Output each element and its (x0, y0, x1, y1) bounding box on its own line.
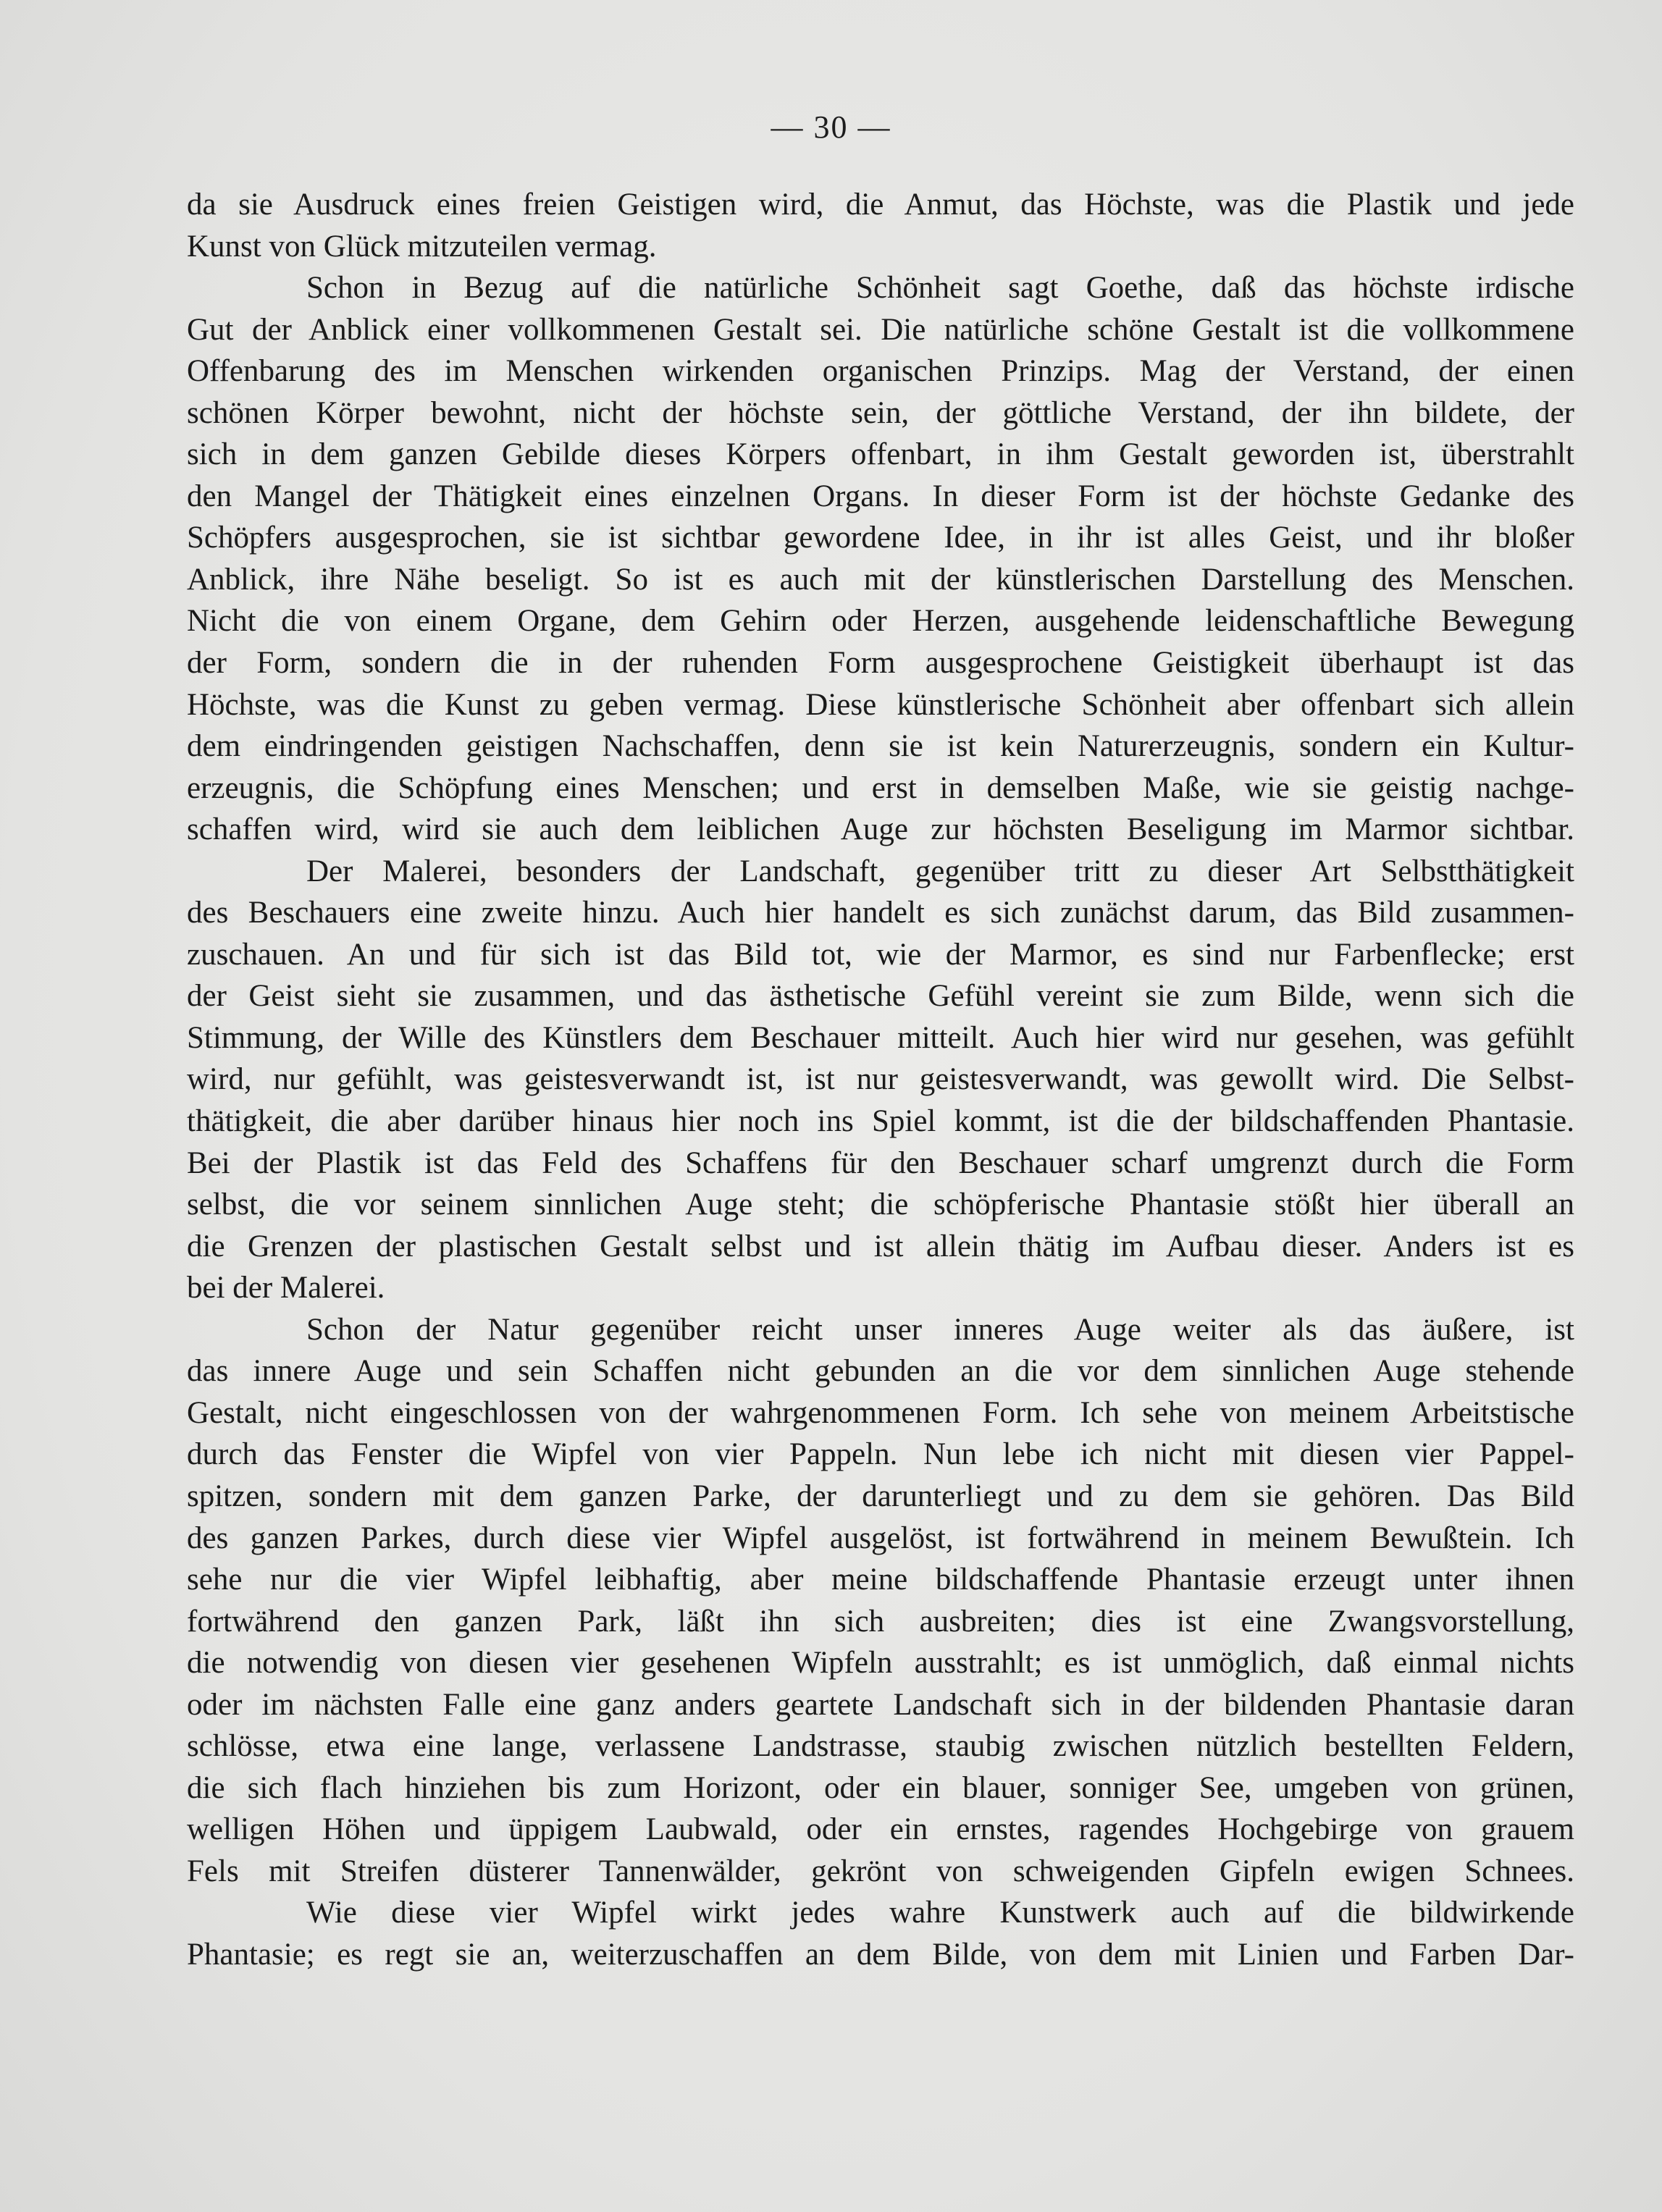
text-line: das innere Auge und sein Schaffen nicht gebunden an die vor dem sinnlichen Auge stehende (187, 1354, 1574, 1389)
text-line: die Grenzen der plastischen Gestalt selbst und ist allein thätig im Aufbau dieser. Anders ist es (187, 1229, 1574, 1263)
text-line: Der Malerei, besonders der Landschaft, gegenüber tritt zu dieser Art Selbstthätigkeit (306, 854, 1574, 888)
text-line: Nicht die von einem Organe, dem Gehirn oder Herzen, ausgehende leidenschaftliche Bewegung (187, 604, 1574, 639)
text-line: Offenbarung des im Menschen wirkenden organischen Prinzips. Mag der Verstand, der einen (187, 354, 1574, 389)
text-line: zuschauen. An und für sich ist das Bild tot, wie der Marmor, es sind nur Farbenflecke; erst (187, 937, 1574, 972)
text-line: des Beschauers eine zweite hinzu. Auch hier handelt es sich zunächst darum, das Bild zusammen- (187, 896, 1574, 930)
text-line: welligen Höhen und üppigem Laubwald, oder ein ernstes, ragendes Hochgebirge von grauem (187, 1812, 1574, 1847)
text-line: der Geist sieht sie zusammen, und das ästhetische Gefühl vereint sie zum Bilde, wenn sich die (187, 979, 1574, 1014)
text-line: Schon der Natur gegenüber reicht unser inneres Auge weiter als das äußere, ist (306, 1312, 1574, 1347)
page-number: — 30 — (771, 109, 891, 145)
text-line: Fels mit Streifen düsterer Tannenwälder, gekrönt von schweigenden Gipfeln ewigen Schnees. (187, 1854, 1574, 1888)
text-line: des ganzen Parkes, durch diese vier Wipfel ausgelöst, ist fortwährend in meinem Bewußtein. Ich (187, 1521, 1574, 1555)
text-line: durch das Fenster die Wipfel von vier Pappeln. Nun lebe ich nicht mit diesen vier Pappel- (187, 1437, 1574, 1472)
text-line: erzeugnis, die Schöpfung eines Menschen; und erst in demselben Maße, wie sie geistig nachge- (187, 770, 1574, 805)
text-line: Anblick, ihre Nähe beseligt. So ist es auch mit der künstlerischen Darstellung des Menschen. (187, 562, 1574, 597)
text-line: bei der Malerei. (187, 1271, 385, 1305)
body-text (187, 184, 1574, 1976)
text-line: da sie Ausdruck eines freien Geistigen wird, die Anmut, das Höchste, was die Plastik und jede (187, 188, 1574, 222)
text-line: thätigkeit, die aber darüber hinaus hier noch ins Spiel kommt, ist die der bildschaffenden Phantasie. (187, 1104, 1574, 1139)
text-line: oder im nächsten Falle eine ganz anders geartete Landschaft sich in der bildenden Phantasie daran (187, 1687, 1574, 1722)
text-line: sehe nur die vier Wipfel leibhaftig, aber meine bildschaffende Phantasie erzeugt unter ihnen (187, 1563, 1574, 1597)
text-line: Höchste, was die Kunst zu geben vermag. Diese künstlerische Schönheit aber offenbart sich allein (187, 687, 1574, 722)
text-line: schönen Körper bewohnt, nicht der höchste sein, der göttliche Verstand, der ihn bildete, der (187, 395, 1574, 430)
text-line: Kunst von Glück mitzuteilen vermag. (187, 229, 657, 264)
text-line: sich in dem ganzen Gebilde dieses Körpers offenbart, in ihm Gestalt geworden ist, überstrahlt (187, 437, 1574, 472)
text-line: Schöpfers ausgesprochen, sie ist sichtbar gewordene Idee, in ihr ist alles Geist, und ihr bloßer (187, 521, 1574, 555)
text-line: Bei der Plastik ist das Feld des Schaffens für den Beschauer scharf umgrenzt durch die Form (187, 1145, 1574, 1180)
text-line: Gestalt, nicht eingeschlossen von der wahrgenommenen Form. Ich sehe von meinem Arbeitstische (187, 1395, 1574, 1430)
text-line: Schon in Bezug auf die natürliche Schönheit sagt Goethe, daß das höchste irdische (306, 271, 1574, 306)
text-line: Stimmung, der Wille des Künstlers dem Beschauer mitteilt. Auch hier wird nur gesehen, was gefühlt (187, 1020, 1574, 1055)
text-line: fortwährend den ganzen Park, läßt ihn sich ausbreiten; dies ist eine Zwangsvorstellung, (187, 1604, 1574, 1639)
text-line: Phantasie; es regt sie an, weiterzuschaffen an dem Bilde, von dem mit Linien und Farben Dar- (187, 1937, 1574, 1972)
text-line: selbst, die vor seinem sinnlichen Auge steht; die schöpferische Phantasie stößt hier überall an (187, 1187, 1574, 1222)
text-line: der Form, sondern die in der ruhenden Form ausgesprochene Geistigkeit überhaupt ist das (187, 646, 1574, 681)
text-line: dem eindringenden geistigen Nachschaffen, denn sie ist kein Naturerzeugnis, sondern ein Kultur- (187, 729, 1574, 764)
text-line: die notwendig von diesen vier gesehenen Wipfeln ausstrahlt; es ist unmöglich, daß einmal nichts (187, 1646, 1574, 1681)
text-line: den Mangel der Thätigkeit eines einzelnen Organs. In dieser Form ist der höchste Gedanke des (187, 479, 1574, 513)
text-line: wird, nur gefühlt, was geistesverwandt ist, ist nur geistesverwandt, was gewollt wird. Die Selbst- (187, 1062, 1574, 1097)
text-line: die sich flach hinziehen bis zum Horizont, oder ein blauer, sonniger See, umgeben von grünen, (187, 1770, 1574, 1805)
text-line: schlösse, etwa eine lange, verlassene Landstrasse, staubig zwischen nützlich bestellten Feldern, (187, 1729, 1574, 1764)
text-line: Gut der Anblick einer vollkommenen Gestalt sei. Die natürliche schöne Gestalt ist die vollkommene (187, 312, 1574, 347)
text-line: schaffen wird, wird sie auch dem leiblichen Auge zur höchsten Beseligung im Marmor sichtbar. (187, 812, 1574, 847)
text-line: Wie diese vier Wipfel wirkt jedes wahre Kunstwerk auch auf die bildwirkende (306, 1896, 1574, 1930)
text-line: spitzen, sondern mit dem ganzen Parke, der darunterliegt und zu dem sie gehören. Das Bild (187, 1479, 1574, 1513)
